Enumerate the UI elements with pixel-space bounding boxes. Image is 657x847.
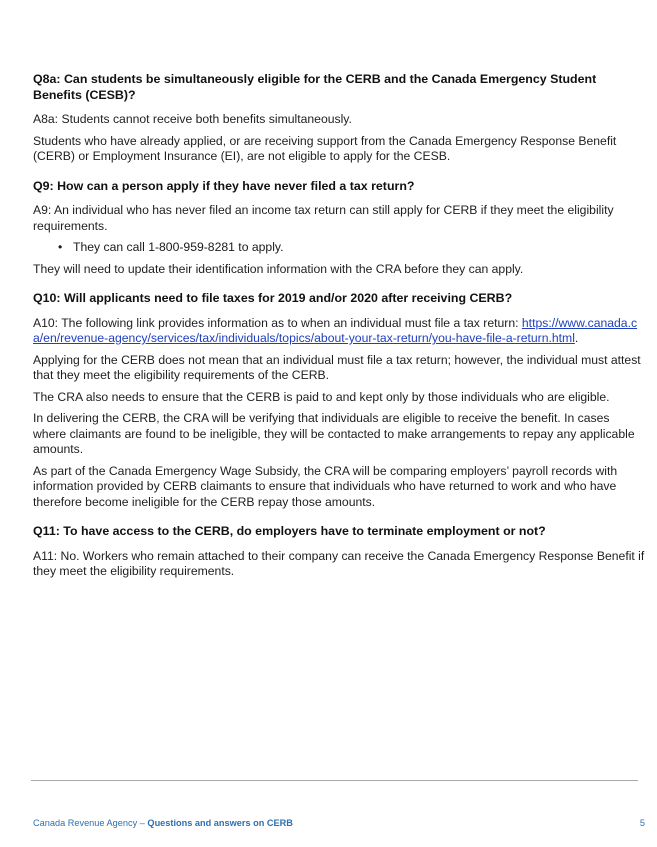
page-number: 5 [639,818,645,828]
link-suffix: . [574,331,579,345]
answer-paragraph: Students who have already applied, or are receiving support from the Canada Emergency Response Benefit (CERB) or Employment Insurance (EI), are not eligible to apply for the CESB. [33,133,617,163]
answer-paragraph: They will need to update their identification information with the CRA before they can apply. [33,261,524,276]
bullet-text: They can call 1-800-959-8281 to apply. [73,240,284,254]
document-body [33,72,645,594]
section-q10 [33,291,645,510]
page-footer [33,818,645,828]
section-q9 [33,179,645,278]
bullet-icon: • [58,240,63,254]
section-q8a [33,72,645,165]
footer-agency: Canada Revenue Agency – [33,818,148,828]
question-heading: Q10: Will applicants need to file taxes for 2019 and/or 2020 after receiving CERB? [33,291,513,305]
section-q11 [33,524,645,580]
footer-doc-title: Questions and answers on CERB [147,818,293,828]
answer-paragraph: A8a: Students cannot receive both benefits simultaneously. [33,112,352,126]
answer-paragraph: Applying for the CERB does not mean that an individual must file a tax return; however, the individual must attest that they meet the eligibility requirements of the CERB. [33,352,641,382]
question-heading: Q8a: Can students be simultaneously eligible for the CERB and the Canada Emergency Student Benefits (CESB)? [33,72,597,102]
answer-paragraph: A11: No. Workers who remain attached to their company can receive the Canada Emergency Response Benefit if they meet the eligibility requirements. [33,548,645,578]
cra-tax-return-link[interactable]: https://www.canada.ca/en/revenue-agency/services/tax/individuals/topics/about-your-tax-return/you-have-file-a-return.html [33,315,638,345]
list-item [33,240,645,256]
answer-text: A10: The following link provides information as to when an individual must file a tax return: [33,315,519,330]
answer-paragraph: A9: An individual who has never filed an income tax return can still apply for CERB if they meet the eligibility requirements. [33,203,614,233]
footer-divider [31,780,638,781]
question-heading: Q11: To have access to the CERB, do employers have to terminate employment or not? [33,524,546,538]
question-heading: Q9: How can a person apply if they have never filed a tax return? [33,178,415,193]
bullet-list [33,240,645,256]
answer-paragraph: In delivering the CERB, the CRA will be verifying that individuals are eligible to receive the benefit. In cases where claimants are found to be ineligible, they will be contacted to make arrangements to repay any applicable amounts. [33,411,635,456]
answer-paragraph [33,316,645,347]
answer-paragraph: The CRA also needs to ensure that the CERB is paid to and kept only by those individuals who are eligible. [33,389,610,404]
answer-paragraph: As part of the Canada Emergency Wage Subsidy, the CRA will be comparing employers’ payroll records with information provided by CERB claimants to ensure that individuals who have returned to work and who have therefore become ineligible for the CERB repay those amounts. [33,463,618,509]
